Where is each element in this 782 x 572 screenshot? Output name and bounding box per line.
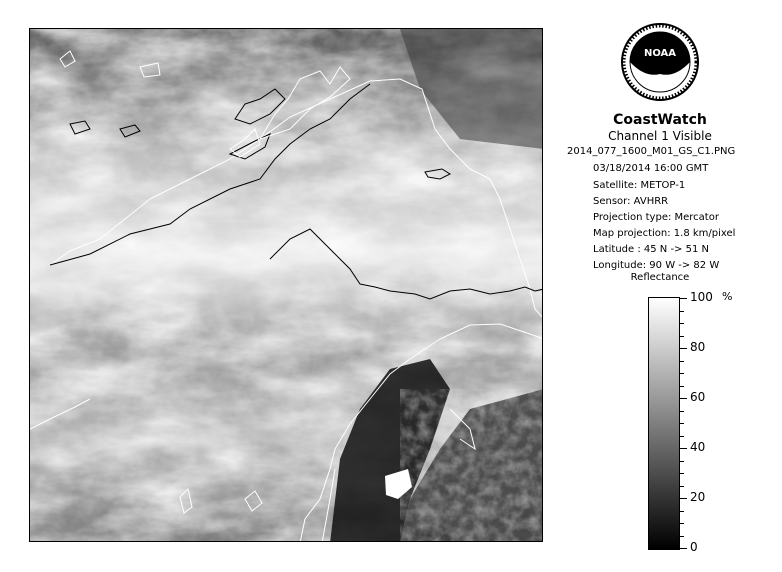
colorbar-minor-tick	[680, 423, 684, 424]
colorbar-tick-label: 80	[690, 340, 706, 354]
projection-type-text: Projection type: Mercator	[593, 212, 719, 223]
colorbar-minor-tick	[680, 336, 684, 337]
noaa-logo-icon	[620, 22, 700, 102]
colorbar-minor-tick	[680, 536, 684, 537]
satellite-image	[29, 28, 543, 542]
colorbar-major-tick	[680, 398, 687, 399]
channel-label: Channel 1 Visible	[608, 129, 712, 143]
colorbar-minor-tick	[680, 461, 684, 462]
colorbar-minor-tick	[680, 323, 684, 324]
colorbar-minor-tick	[680, 386, 684, 387]
colorbar-minor-tick	[680, 411, 684, 412]
colorbar-minor-tick	[680, 436, 684, 437]
logo-text: NOAA	[643, 48, 677, 59]
colorbar-minor-tick	[680, 486, 684, 487]
colorbar-minor-tick	[680, 523, 684, 524]
colorbar-title: Reflectance	[630, 272, 690, 283]
satellite-text: Satellite: METOP-1	[593, 180, 686, 191]
colorbar-minor-tick	[680, 373, 684, 374]
colorbar-major-tick	[680, 548, 687, 549]
page-title: CoastWatch	[613, 112, 707, 128]
sensor-text: Sensor: AVHRR	[593, 196, 669, 207]
colorbar-major-tick	[680, 448, 687, 449]
colorbar-major-tick	[680, 298, 687, 299]
colorbar-tick-label: 0	[690, 540, 698, 554]
colorbar-minor-tick	[680, 511, 684, 512]
map-projection-text: Map projection: 1.8 km/pixel	[593, 228, 736, 239]
reflectance-colorbar	[648, 297, 680, 550]
longitude-text: Longitude: 90 W -> 82 W	[593, 260, 720, 271]
colorbar-tick-label: 40	[690, 440, 706, 454]
colorbar-tick-label: 20	[690, 490, 706, 504]
datetime-text: 03/18/2014 16:00 GMT	[593, 163, 709, 174]
latitude-text: Latitude : 45 N -> 51 N	[593, 244, 709, 255]
colorbar-unit: %	[722, 290, 733, 303]
colorbar-minor-tick	[680, 361, 684, 362]
colorbar-tick-label: 60	[690, 390, 706, 404]
colorbar-tick-label: 100	[690, 290, 713, 304]
file-name: 2014_077_1600_M01_GS_C1.PNG	[567, 146, 736, 157]
colorbar-major-tick	[680, 498, 687, 499]
colorbar-minor-tick	[680, 473, 684, 474]
colorbar-minor-tick	[680, 311, 684, 312]
colorbar-major-tick	[680, 348, 687, 349]
